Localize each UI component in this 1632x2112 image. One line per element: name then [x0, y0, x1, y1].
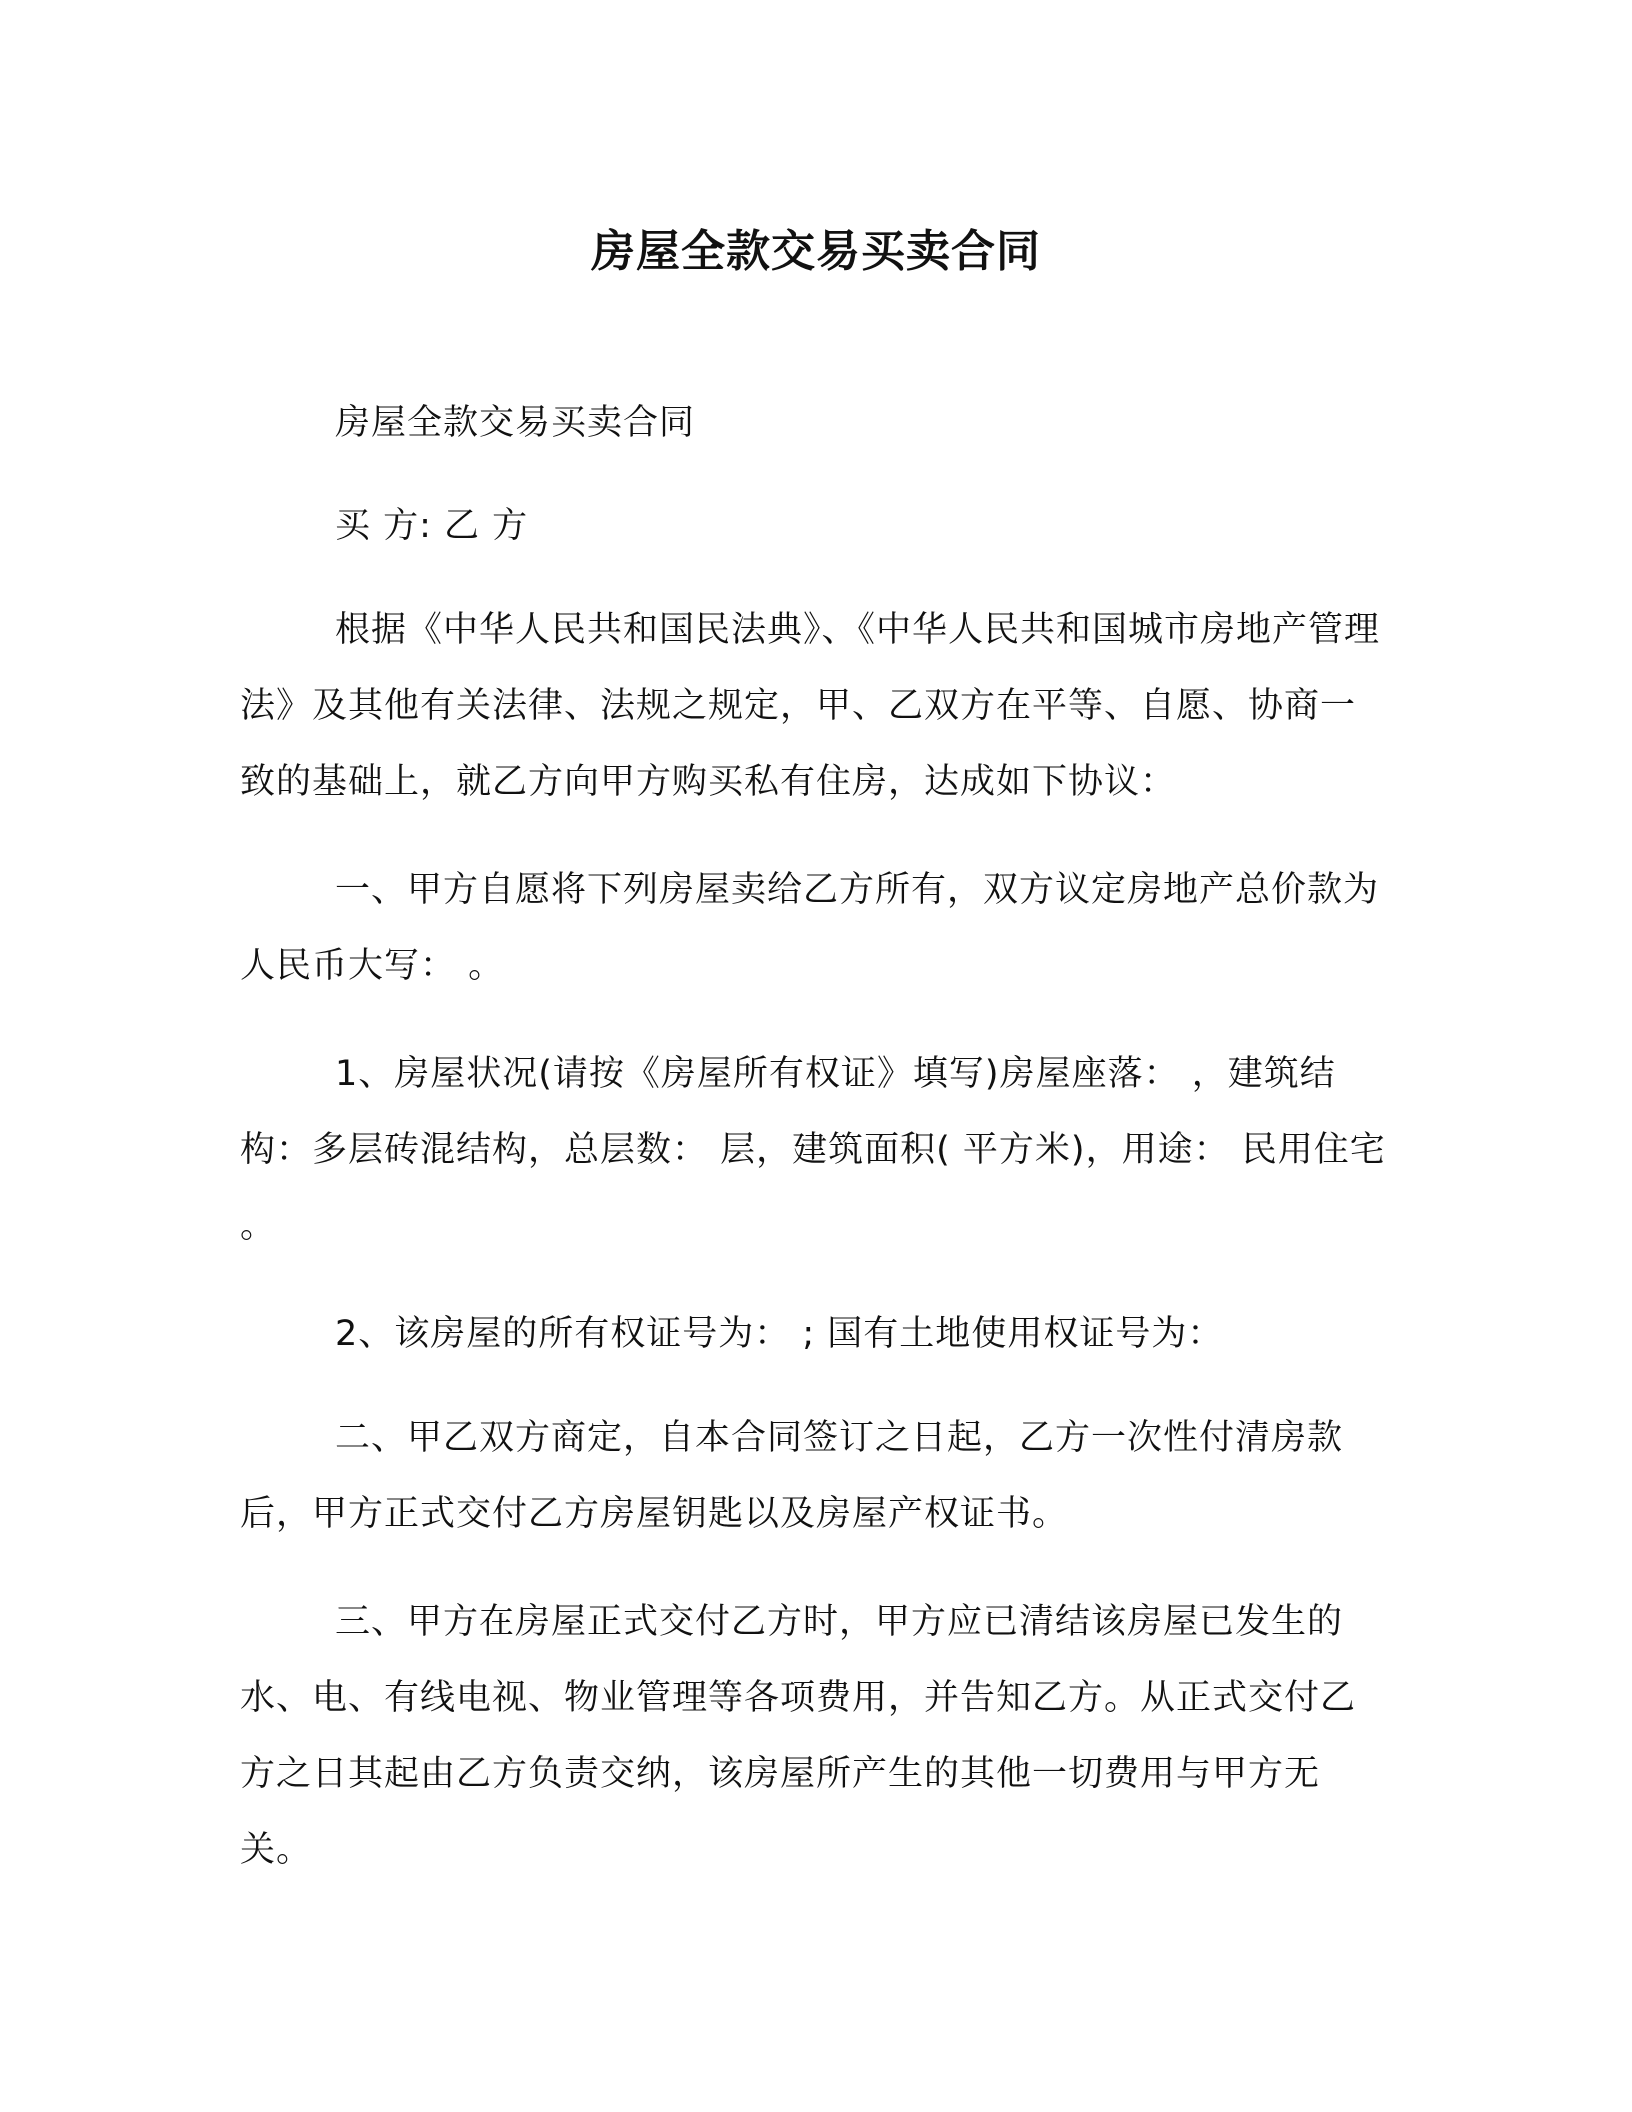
paragraph-clause-2: 二、甲乙双方商定，自本合同签订之日起，乙方一次性付清房款后，甲方正式交付乙方房屋钥匙以及房屋产权证书。 [240, 1418, 1344, 1534]
document-title: 房屋全款交易买卖合同 [591, 226, 1041, 277]
paragraph-clause-1: 一、甲方自愿将下列房屋卖给乙方所有，双方议定房地产总价款为人民币大写： 。 [240, 870, 1380, 986]
paragraph-intro: 根据《中华人民共和国民法典》、《中华人民共和国城市房地产管理法》及其他有关法律、法规之规定，甲、乙双方在平等、自愿、协商一致的基础上，就乙方向甲方购买私有住房，达成如下协议： [240, 610, 1381, 802]
paragraph-clause-3: 三、甲方在房屋正式交付乙方时，甲方应已清结该房屋已发生的水、电、有线电视、物业管理等各项费用，并告知乙方。从正式交付乙方之日其起由乙方负责交纳，该房屋所产生的其他一切费用与甲方无关。 [240, 1602, 1357, 1870]
paragraph-clause-1-1: 1、房屋状况(请按《房屋所有权证》填写)房屋座落： ，建筑结构：多层砖混结构，总层数： 层，建筑面积( 平方米)，用途： 民用住宅 。 [240, 1054, 1386, 1246]
paragraph-buyer: 买 方: 乙 方 [335, 506, 529, 546]
paragraph-subtitle: 房屋全款交易买卖合同 [335, 403, 696, 443]
paragraph-clause-1-2: 2、该房屋的所有权证号为： ; 国有土地使用权证号为： [335, 1314, 1224, 1354]
